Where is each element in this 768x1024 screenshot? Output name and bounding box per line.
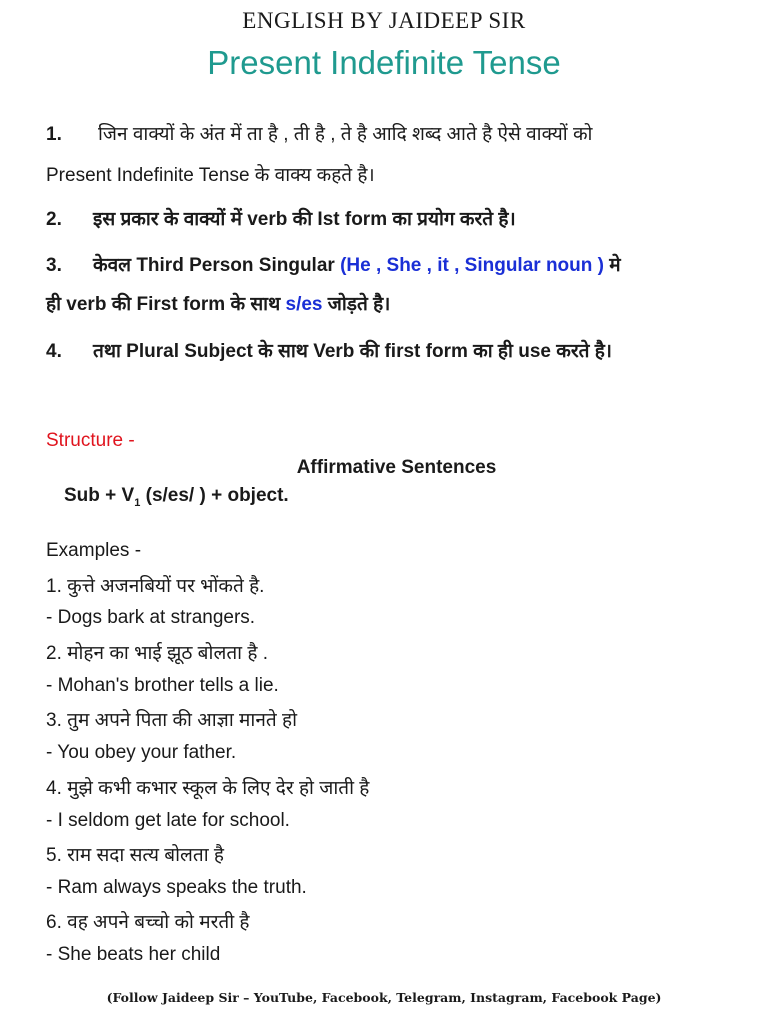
rule-4-text: तथा Plural Subject के साथ Verb की first form का ही use करते है। [93,341,613,362]
rule-3-highlight-subjects: (He , She , it , Singular noun ) [340,255,604,276]
example-2-english: - Mohan's brother tells a lie. [46,675,279,696]
rule-1-number: 1. [46,124,62,145]
rule-4 [46,337,612,363]
rule-3-line-1 [46,251,621,277]
example-4-hindi: 4. मुझे कभी कभार स्कूल के लिए देर हो जाती है [46,778,370,799]
example-1-english: - Dogs bark at strangers. [46,607,256,628]
rule-1-text-line-1: जिन वाक्यों के अंत में ता है , ती है , ते है आदि शब्द आते है ऐसे वाक्यों को [98,124,593,145]
rule-4-number: 4. [46,341,62,362]
formula-subscript: 1 [134,496,141,509]
rule-3-number: 3. [46,255,62,276]
example-2-hindi: 2. मोहन का भाई झूठ बोलता है . [46,643,269,664]
rule-3-text-b: मे [603,255,621,276]
rule-2-text: इस प्रकार के वाक्यों में verb की Ist form का प्रयोग करते है। [93,209,516,230]
rule-3-line-2 [46,290,390,316]
formula-part-b: (s/es/ ) + object. [140,485,289,506]
rule-1-line-1 [46,120,592,146]
example-5-english: - Ram always speaks the truth. [46,877,307,898]
example-6-hindi: 6. वह अपने बच्चो को मरती है [46,912,250,933]
affirmative-heading: Affirmative Sentences [296,457,497,478]
rule-2-number: 2. [46,209,62,230]
page-title: Present Indefinite Tense [207,44,561,81]
example-4-english: - I seldom get late for school. [46,810,290,831]
rule-2 [46,205,516,231]
formula-part-a: Sub + V [64,485,135,506]
rule-3-text-c: ही verb की First form के साथ [46,294,286,315]
structure-label: Structure - [46,430,135,451]
author-header: ENGLISH BY JAIDEEP SIR [242,8,526,33]
example-5-hindi: 5. राम सदा सत्य बोलता है [46,845,225,866]
rule-3-text-a: केवल Third Person Singular [93,255,341,276]
structure-formula [64,485,289,509]
examples-label: Examples - [46,540,142,561]
rule-1-line-2: Present Indefinite Tense के वाक्य कहते है। [46,165,375,186]
rule-3-text-d: जोड़ते है। [322,294,391,315]
example-3-hindi: 3. तुम अपने पिता की आज्ञा मानते हो [46,710,298,731]
rule-3-highlight-ses: s/es [285,294,323,315]
footer-follow-note: (Follow Jaideep Sir – YouTube, Facebook, Telegram, Instagram, Facebook Page) [106,990,662,1005]
example-1-hindi: 1. कुत्ते अजनबियों पर भोंकते है. [46,576,265,597]
example-3-english: - You obey your father. [46,742,237,763]
example-6-english: - She beats her child [46,944,221,965]
